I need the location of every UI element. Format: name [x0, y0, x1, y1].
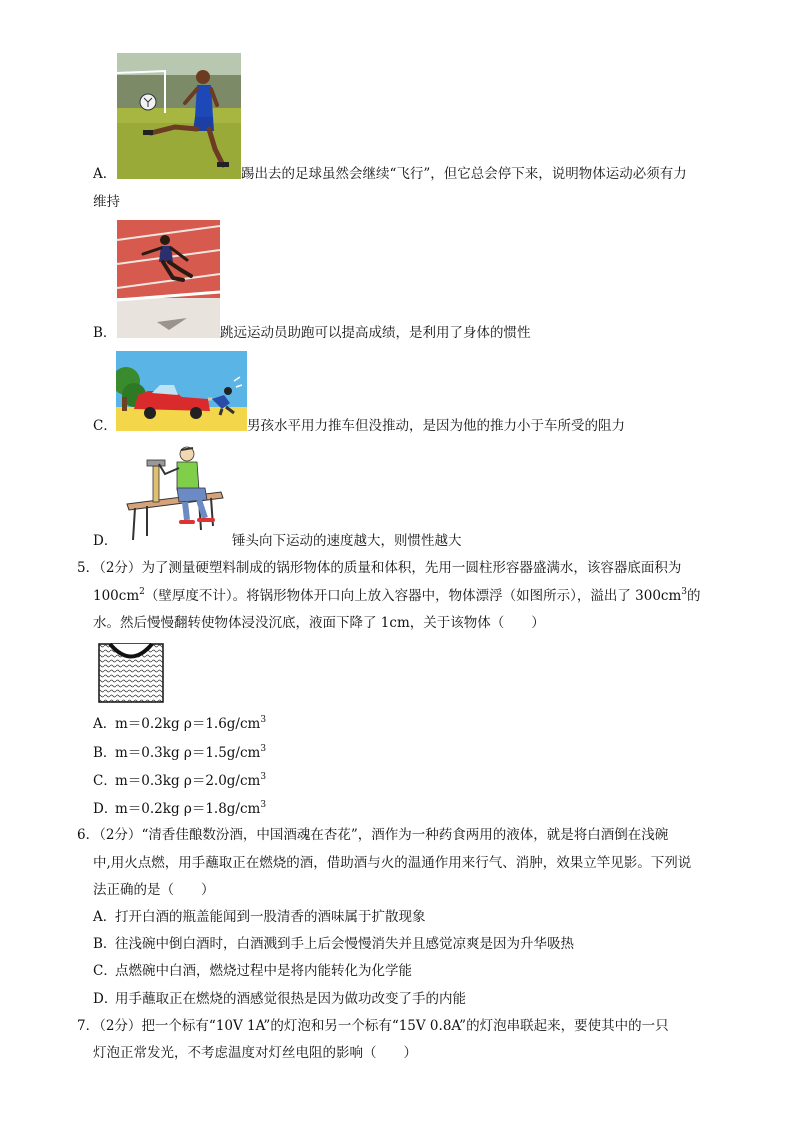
q5-option-a — [93, 714, 266, 734]
q6-option-b — [93, 934, 574, 954]
q6-option-d-letter: D． — [93, 991, 118, 1007]
q5-stem-line2 — [93, 586, 701, 606]
q6-option-c-text: 点燃碗中白酒，燃烧过程中是将内能转化为化学能 — [115, 963, 412, 979]
q5-number: 5． — [77, 560, 100, 576]
q6-option-a-text: 打开白酒的瓶盖能闻到一股清香的酒味属于扩散现象 — [115, 909, 426, 925]
q5-score: （2分） — [99, 560, 142, 576]
q7-text-1: 把一个标有“10V 1A”的灯泡和另一个标有“15V 0.8A”的灯泡串联起来，要使其中的一只 — [141, 1018, 669, 1034]
q5-option-c-text: m＝0.3kg ρ＝2.0g/cm — [115, 773, 261, 789]
q6-number: 6． — [77, 827, 100, 843]
q4-option-c-text: 男孩水平用力推车但没推动，是因为他的推力小于车所受的阻力 — [247, 418, 625, 434]
q7-stem-line1 — [77, 1016, 669, 1036]
q4-option-d-letter: D． — [93, 533, 118, 549]
q6-text-1: “清香佳酿数汾酒，中国酒魂在杏花”，酒作为一种药食两用的液体，就是将白酒倒在浅碗 — [141, 827, 669, 843]
soccer-player-image — [117, 53, 241, 179]
q4-option-a — [93, 164, 687, 184]
q5-option-b-text: m＝0.3kg ρ＝1.5g/cm — [115, 745, 261, 761]
q6-stem-line1 — [77, 825, 668, 845]
q6-option-b-text: 往浅碗中倒白酒时，白酒溅到手上后会慢慢消失并且感觉凉爽是因为升华吸热 — [115, 936, 574, 952]
q4-option-a-cont: 维持 — [93, 194, 120, 210]
q5-stem-line1 — [77, 558, 681, 578]
q7-number: 7． — [77, 1018, 100, 1034]
q5-option-c-letter: C． — [93, 773, 117, 789]
q5-option-a-letter: A． — [93, 716, 117, 732]
q6-option-b-letter: B． — [93, 936, 117, 952]
hammer-man-image — [125, 444, 225, 544]
q4-option-c-letter: C． — [93, 418, 117, 434]
q6-score: （2分） — [99, 827, 142, 843]
q5-option-b — [93, 743, 266, 763]
q6-option-d-text: 用手蘸取正在燃烧的酒感觉很热是因为做功改变了手的内能 — [115, 991, 466, 1007]
q6-option-d — [93, 989, 466, 1009]
q5-option-a-text: m＝0.2kg ρ＝1.6g/cm — [115, 716, 261, 732]
q4-option-b — [93, 323, 531, 343]
long-jump-image — [117, 220, 220, 338]
q5-option-d-sup: 3 — [260, 799, 267, 810]
q5-text-2c: 的 — [687, 588, 701, 604]
q5-option-c — [93, 771, 266, 791]
q5-option-d — [93, 799, 266, 819]
q6-option-c — [93, 961, 412, 981]
q4-option-a-text: 踢出去的足球虽然会继续“飞行”，但它总会停下来，说明物体运动必须有力 — [241, 166, 687, 182]
q6-stem-line3: 法正确的是（ ） — [93, 882, 215, 898]
q5-option-a-sup: 3 — [260, 714, 267, 725]
q6-stem-line2: 中,用火点燃，用手蘸取正在燃烧的酒，借助酒与火的温通作用来行气、消肿，效果立竿见影。下列说 — [93, 855, 692, 871]
q4-option-d-text: 锤头向下运动的速度越大，则惯性越大 — [232, 533, 462, 549]
q5-sup-2: 3 — [681, 586, 688, 597]
q5-text-1: 为了测量硬塑料制成的锅形物体的质量和体积，先用一圆柱形容器盛满水，该容器底面积为 — [141, 560, 682, 576]
q7-stem-line2: 灯泡正常发光，不考虑温度对灯丝电阻的影响（ ） — [93, 1045, 417, 1061]
q7-score: （2分） — [99, 1018, 142, 1034]
container-figure — [98, 643, 164, 703]
q6-option-c-letter: C． — [93, 963, 117, 979]
q5-sup-1: 2 — [139, 586, 145, 597]
q5-option-d-text: m＝0.2kg ρ＝1.8g/cm — [115, 801, 261, 817]
q6-option-a-letter: A． — [93, 909, 117, 925]
q4-option-b-text: 跳远运动员助跑可以提高成绩，是利用了身体的惯性 — [220, 325, 531, 341]
q4-option-c — [93, 416, 625, 436]
q5-text-2a: 100cm — [93, 588, 140, 604]
q5-option-b-letter: B． — [93, 745, 117, 761]
q5-stem-line3: 水。然后慢慢翻转使物体浸没沉底，液面下降了 1cm，关于该物体（ ） — [93, 615, 545, 631]
q5-option-b-sup: 3 — [260, 743, 267, 754]
q5-option-c-sup: 3 — [260, 771, 267, 782]
q4-option-d — [93, 531, 462, 551]
q6-option-a — [93, 907, 426, 927]
q4-option-a-letter: A． — [93, 166, 117, 182]
q5-option-d-letter: D． — [93, 801, 118, 817]
q5-text-2b: （壁厚度不计）。将锅形物体开口向上放入容器中，物体漂浮（如图所示），溢出了 300cm — [144, 588, 682, 604]
q4-option-b-letter: B． — [93, 325, 117, 341]
